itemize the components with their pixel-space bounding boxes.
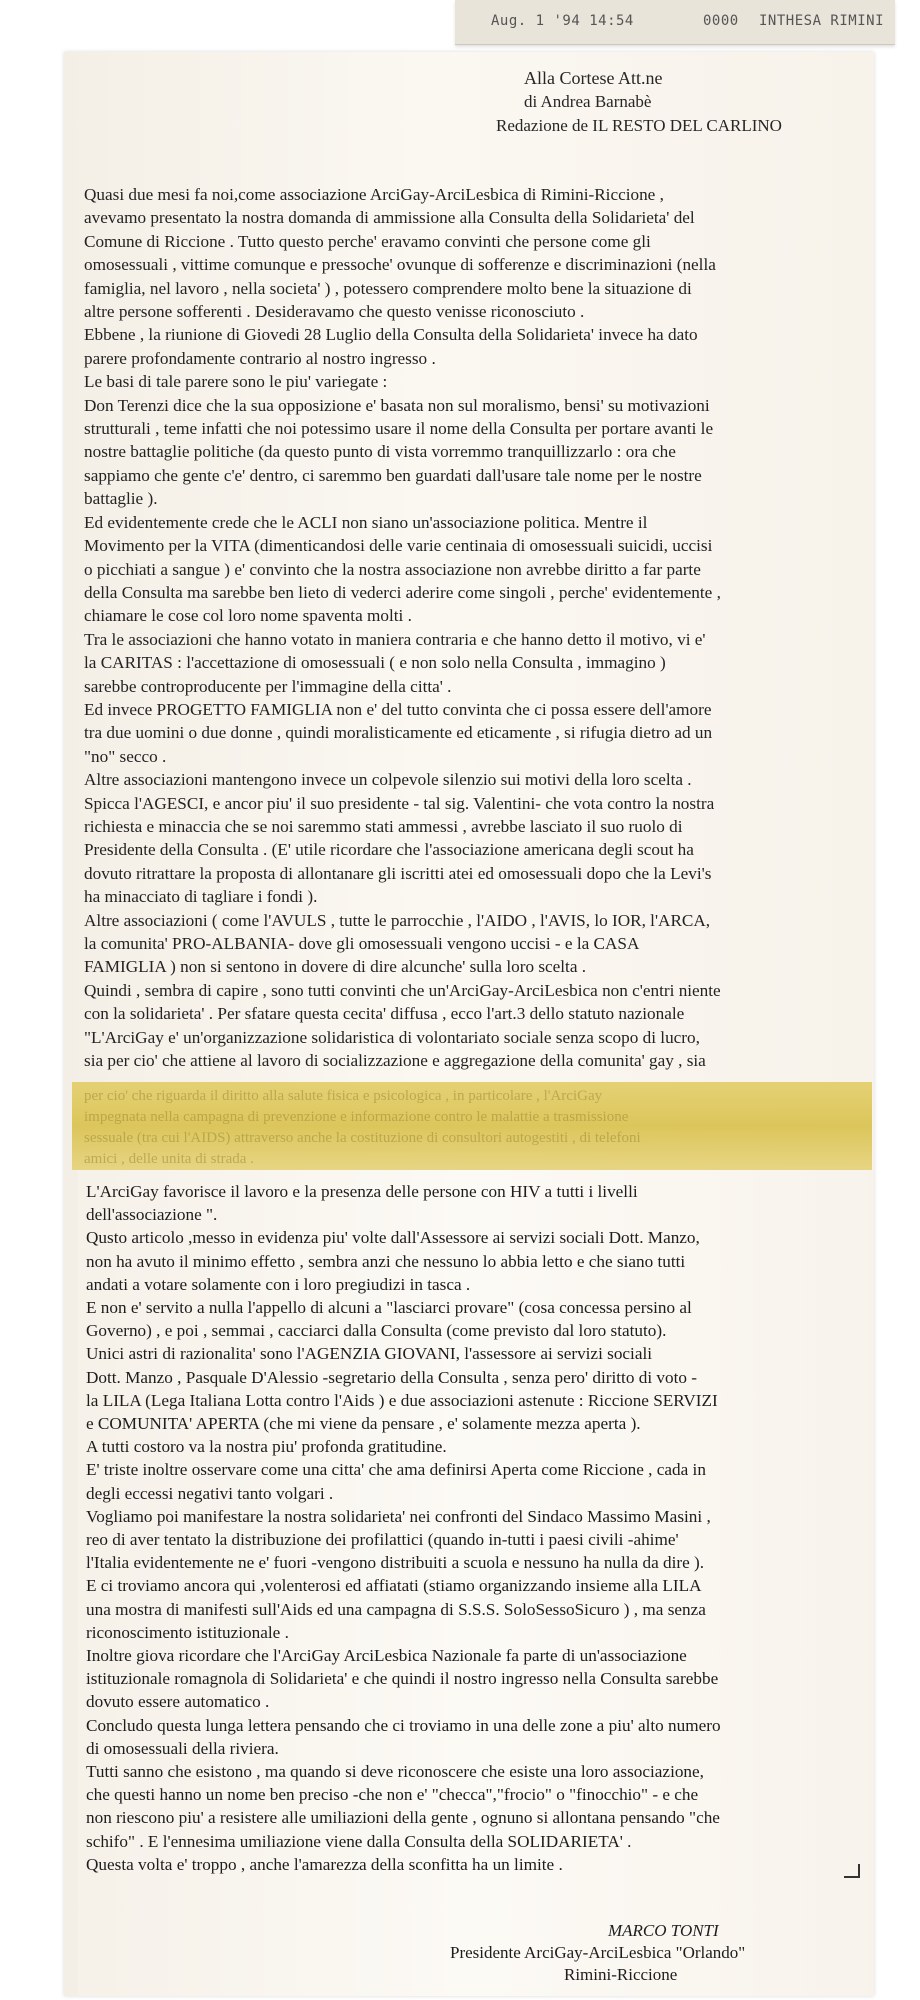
letter-line: Altre associazioni mantengono invece un colpevole silenzio sui motivi della loro scelta . bbox=[84, 770, 692, 790]
letter-line: nostre battaglie politiche (da questo punto di vista vorremmo tranquillizzarlo : ora che bbox=[84, 442, 676, 462]
corner-mark bbox=[844, 1864, 860, 1878]
letter-line: degli eccessi negativi tanto volgari . bbox=[86, 1483, 334, 1503]
letter-line: non ha avuto il minimo effetto , sembra anzi che nessuno lo abbia letto e che siano tutti bbox=[86, 1251, 686, 1271]
letter-line: Concludo questa lunga lettera pensando che ci troviamo in una delle zone a piu' alto numero bbox=[86, 1715, 721, 1735]
letter-line: o picchiati a sangue ) e' convinto che la nostra associazione non avrebbe diritto a far parte bbox=[84, 559, 701, 579]
letter-line: battaglie ). bbox=[84, 489, 158, 509]
signature-name: MARCO TONTI bbox=[608, 1921, 719, 1940]
letter-line: sia per cio' che attiene al lavoro di socializzazione e aggregazione della comunita' gay , sia bbox=[84, 1051, 706, 1071]
signature-place: Rimini-Riccione bbox=[564, 1965, 678, 1984]
addressee-line: di Andrea Barnabè bbox=[524, 92, 652, 111]
letter-line: Ed evidentemente crede che le ACLI non siano un'associazione politica. Mentre il bbox=[84, 512, 648, 532]
letter-body-lower bbox=[86, 1180, 866, 1876]
letter-line: omosessuali , vittime comunque e pressoche' ovunque di sofferenze e discriminazioni (nella bbox=[84, 255, 716, 275]
letter-line: istituzionale romagnola di Solidarieta' e che quindi il nostro ingresso nella Consulta sarebbe bbox=[86, 1669, 719, 1689]
letter-line: A tutti costoro va la nostra piu' profonda gratitudine. bbox=[86, 1437, 447, 1457]
letter-line: sessuale (tra cui l'AIDS) attraverso anche la costituzione di consultori autogestiti , di telefoni bbox=[84, 1130, 641, 1146]
addressee-line: Redazione de IL RESTO DEL CARLINO bbox=[496, 116, 782, 135]
letter-line: Tra le associazioni che hanno votato in maniera contraria e che hanno detto il motivo, vi e' bbox=[84, 629, 706, 649]
signature-title: Presidente ArciGay-ArciLesbica "Orlando" bbox=[450, 1943, 746, 1962]
letter-line: Don Terenzi dice che la sua opposizione e' basata non sul moralismo, bensi' su motivazioni bbox=[84, 395, 710, 415]
letter-line: una mostra di manifesti sull'Aids ed una campagna di S.S.S. SoloSessoSicuro ) , ma senza bbox=[86, 1599, 706, 1619]
letter-line: avevamo presentato la nostra domanda di ammissione alla Consulta della Solidarieta' del bbox=[84, 208, 695, 228]
letter-line: amici , delle unita di strada . bbox=[84, 1151, 254, 1167]
letter-body-upper bbox=[84, 183, 864, 1072]
letter-line: Qusto articolo ,messo in evidenza piu' volte dall'Assessore ai servizi sociali Dott. Manzo, bbox=[86, 1228, 700, 1248]
letter-line: dell'associazione ". bbox=[86, 1205, 218, 1225]
letter-line: altre persone sofferenti . Desideravamo che questo venisse riconosciuto . bbox=[84, 302, 585, 322]
letter-line: tra due uomini o due donne , quindi moralisticamente ed eticamente , si rifugia dietro ad un bbox=[84, 723, 713, 743]
letter-line: ha minacciato di tagliare i fondi ). bbox=[84, 887, 318, 907]
letter-line: sappiamo che gente c'e' dentro, ci saremmo ben guardati dall'usare tale nome per le nostre bbox=[84, 465, 702, 485]
letter-line: sarebbe controproducente per l'immagine della citta' . bbox=[84, 676, 452, 696]
letter-line: e COMUNITA' APERTA (che mi viene da pensare , e' solamente mezza aperta ). bbox=[86, 1414, 641, 1434]
letter-line: Dott. Manzo , Pasquale D'Alessio -segretario della Consulta , senza pero' diritto di voto - bbox=[86, 1367, 697, 1387]
fax-sender: INTHESA RIMINI bbox=[759, 13, 885, 29]
letter-line: con la solidarieta' . Per sfatare questa cecita' diffusa , ecco l'art.3 dello statuto nazionale bbox=[84, 1004, 685, 1024]
letter-line: dovuto ritrattare la proposta di allontanare gli iscritti atei ed omosessuali dopo che la Levi's bbox=[84, 863, 712, 883]
signature-block bbox=[448, 1920, 908, 1986]
letter-line: Vogliamo poi manifestare la nostra solidarieta' nei confronti del Sindaco Massimo Masini , bbox=[86, 1506, 711, 1526]
letter-line: riconoscimento istituzionale . bbox=[86, 1622, 289, 1642]
letter-line: che questi hanno un nome ben preciso -che non e' "checca","frocio" o "finocchio" - e che bbox=[86, 1785, 699, 1805]
letter-line: per cio' che riguarda il diritto alla salute fisica e psicologica , in particolare , l'ArciGay bbox=[84, 1088, 603, 1104]
letter-line: dovuto essere automatico . bbox=[86, 1692, 270, 1712]
letter-line: E ci troviamo ancora qui ,volenterosi ed affiatati (stiamo organizzando insieme alla LILA bbox=[86, 1576, 702, 1596]
letter-line: chiamare le cose col loro nome spaventa molti . bbox=[84, 606, 412, 626]
letter-line: L'ArciGay favorisce il lavoro e la presenza delle persone con HIV a tutti i livelli bbox=[86, 1182, 638, 1201]
letter-line: Comune di Riccione . Tutto questo perche' eravamo convinti che persone come gli bbox=[84, 231, 651, 251]
letter-line: impegnata nella campagna di prevenzione e informazione contro le malattie a trasmissione bbox=[84, 1109, 629, 1125]
letter-line: parere profondamente contrario al nostro ingresso . bbox=[84, 348, 436, 368]
letter-line: della Consulta ma sarebbe ben lieto di vederci aderire come singoli , perche' evidentemente , bbox=[84, 582, 721, 602]
letter-line: di omosessuali della riviera. bbox=[86, 1738, 279, 1758]
letter-line: Ed invece PROGETTO FAMIGLIA non e' del tutto convinta che ci possa essere dell'amore bbox=[84, 699, 712, 719]
letter-line: FAMIGLIA ) non si sentono in dovere di dire alcunche' sulla loro scelta . bbox=[84, 957, 587, 977]
letter-line: Movimento per la VITA (dimenticandosi delle varie centinaia di omosessuali suicidi, uccisi bbox=[84, 536, 713, 556]
addressee-line: Alla Cortese Att.ne bbox=[524, 68, 663, 88]
fax-code: 0000 bbox=[703, 13, 739, 29]
letter-line: Altre associazioni ( come l'AVULS , tutte le parrocchie , l'AIDO , l'AVIS, lo IOR, l'ARCA, bbox=[84, 910, 711, 930]
letter-line: Unici astri di razionalita' sono l'AGENZIA GIOVANI, l'assessore ai servizi sociali bbox=[86, 1344, 653, 1364]
letter-line: Presidente della Consulta . (E' utile ricordare che l'associazione americana degli scout ha bbox=[84, 840, 694, 860]
letter-line: Questa volta e' troppo , anche l'amarezza della sconfitta ha un limite . bbox=[86, 1854, 563, 1874]
letter-line: Quasi due mesi fa noi,come associazione ArciGay-ArciLesbica di Rimini-Riccione , bbox=[84, 185, 664, 204]
fax-date: Aug. 1 '94 14:54 bbox=[491, 13, 634, 29]
letter-line: "no" secco . bbox=[84, 746, 167, 766]
letter-line: E non e' servito a nulla l'appello di alcuni a "lasciarci provare" (cosa concessa persino al bbox=[86, 1298, 692, 1318]
letter-line: Quindi , sembra di capire , sono tutti convinti che un'ArciGay-ArciLesbica non c'entri niente bbox=[84, 980, 721, 1000]
letter-line: strutturali , teme infatti che noi potessimo usare il nome della Consulta per portare avanti le bbox=[84, 419, 714, 439]
addressee-block bbox=[496, 66, 900, 138]
letter-line: Le basi di tale parere sono le piu' variegate : bbox=[84, 372, 388, 392]
letter-line: reo di aver tentato la distribuzione dei profilattici (quando in-tutti i paesi civili -ahime' bbox=[86, 1530, 679, 1550]
letter-line: Governo) , e poi , semmai , cacciarci dalla Consulta (come previsto dal loro statuto). bbox=[86, 1321, 667, 1341]
fax-header-strip bbox=[455, 0, 895, 45]
letter-line: la CARITAS : l'accettazione di omosessuali ( e non solo nella Consulta , immagino ) bbox=[84, 653, 666, 673]
letter-line: schifo" . E l'ennesima umiliazione viene dalla Consulta della SOLIDARIETA' . bbox=[86, 1831, 632, 1851]
letter-line: non riescono piu' a resistere alle umiliazioni della gente , ognuno si allontana pensando "che bbox=[86, 1808, 720, 1828]
letter-line: "L'ArciGay e' un'organizzazione solidaristica di volontariato sociale senza scopo di lucro, bbox=[84, 1027, 700, 1047]
letter-line: Tutti sanno che esistono , ma quando si deve riconoscere che esiste una loro associazione, bbox=[86, 1762, 704, 1782]
letter-line: Inoltre giova ricordare che l'ArciGay ArciLesbica Nazionale fa parte di un'associazione bbox=[86, 1646, 687, 1666]
letter-line: Ebbene , la riunione di Giovedi 28 Luglio della Consulta della Solidarieta' invece ha dato bbox=[84, 325, 698, 345]
letter-line: la LILA (Lega Italiana Lotta contro l'Aids ) e due associazioni astenute : Riccione SERVIZI bbox=[86, 1390, 718, 1410]
letter-line: richiesta e minaccia che se noi saremmo stati ammessi , avrebbe lasciato il suo ruolo di bbox=[84, 816, 683, 836]
letter-body-highlighted bbox=[84, 1086, 864, 1170]
letter-line: la comunita' PRO-ALBANIA- dove gli omosessuali vengono uccisi - e la CASA bbox=[84, 934, 640, 953]
letter-line: Spicca l'AGESCI, e ancor piu' il suo presidente - tal sig. Valentini- che vota contro la nostra bbox=[84, 793, 715, 813]
letter-line: E' triste inoltre osservare come una citta' che ama definirsi Aperta come Riccione , cada in bbox=[86, 1460, 706, 1480]
letter-line: andati a votare solamente con i loro pregiudizi in tasca . bbox=[86, 1274, 471, 1294]
letter-line: famiglia, nel lavoro , nella societa' ) , potessero comprendere molto bene la situazione di bbox=[84, 278, 692, 298]
letter-line: l'Italia evidentemente ne e' fuori -vengono distribuiti a scuola e nessuno ha nulla da dire ). bbox=[86, 1553, 705, 1573]
